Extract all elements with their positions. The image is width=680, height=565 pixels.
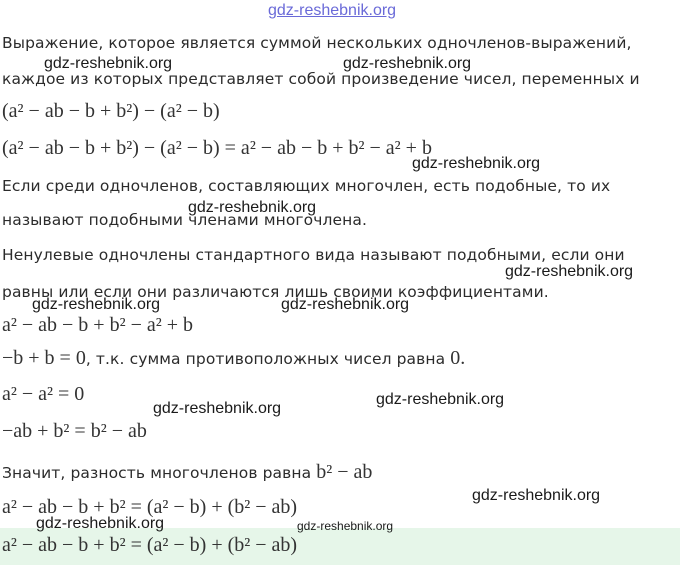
final-answer: a² − ab − b + b² = (a² − b) + (b² − ab) (2, 534, 298, 556)
math-expression-1: (a² − ab − b + b²) − (a² − b) (2, 100, 220, 122)
conclusion-line (2, 461, 372, 484)
math-expression-6: a² − ab − b + b² = (a² − b) + (b² − ab) (2, 496, 298, 518)
conclusion-text: Значит, разность многочленов равна (2, 464, 317, 482)
watermark: gdz-reshebnik.org (32, 296, 161, 313)
similar-terms-line-2: называют подобными членами многочлена. (2, 211, 368, 229)
conclusion-value: b² − ab (316, 461, 373, 483)
watermark: gdz-reshebnik.org (343, 55, 472, 72)
similar-terms-line-1: Если среди одночленов, составляющих многочлен, есть подобные, то их (2, 177, 611, 195)
watermark: gdz-reshebnik.org (472, 487, 601, 504)
watermark: gdz-reshebnik.org (505, 263, 634, 280)
definition-line-2: каждое из которых представляет собой произведение чисел, переменных и (2, 70, 640, 88)
opposite-explanation: , т.к. сумма противоположных чисел равна (85, 350, 451, 368)
opposite-numbers-line (2, 347, 465, 370)
watermark: gdz-reshebnik.org (412, 155, 541, 172)
math-expression-5: −ab + b² = b² − ab (2, 420, 147, 442)
watermark: gdz-reshebnik.org (376, 391, 505, 408)
nonzero-terms-line-2: равны или если они различаются лишь своими коэффициентами. (2, 283, 549, 301)
math-expression-2: (a² − ab − b + b²) − (a² − b) = a² − ab − b + b² − a² + b (2, 137, 432, 159)
header-watermark-link[interactable]: gdz-reshebnik.org (268, 2, 397, 19)
watermark: gdz-reshebnik.org (153, 400, 282, 417)
nonzero-terms-line-1: Ненулевые одночлены стандартного вида называют подобными, если они (2, 246, 625, 264)
watermark: gdz-reshebnik.org (44, 55, 173, 72)
watermark: gdz-reshebnik.org (36, 515, 165, 532)
watermark: gdz-reshebnik.org (297, 519, 394, 533)
opposite-zero: 0. (450, 347, 466, 369)
watermark: gdz-reshebnik.org (281, 296, 410, 313)
opposite-equation: −b + b = 0 (2, 347, 86, 369)
math-expression-4: a² − a² = 0 (2, 383, 85, 405)
math-expression-3: a² − ab − b + b² − a² + b (2, 314, 194, 336)
watermark: gdz-reshebnik.org (188, 199, 317, 216)
definition-line-1: Выражение, которое является суммой нескольких одночленов-выражений, (2, 34, 632, 52)
